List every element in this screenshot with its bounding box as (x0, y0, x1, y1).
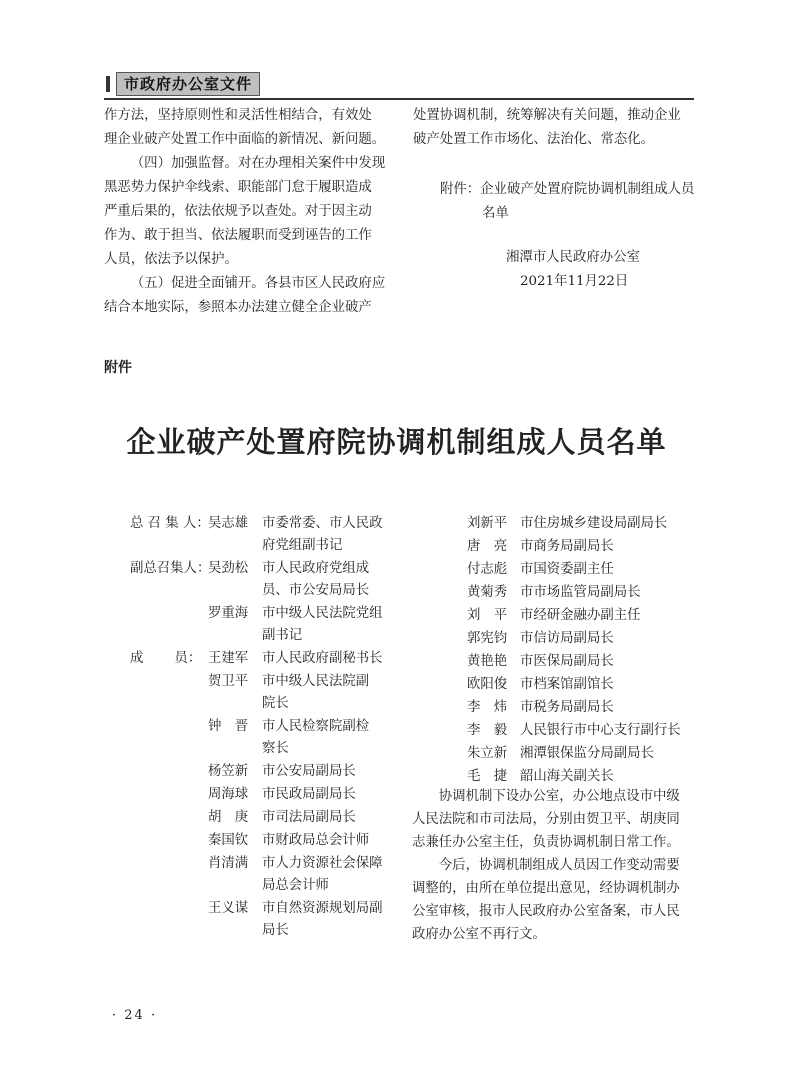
header-accent-bar (106, 76, 110, 92)
attachment-label: 附件 (104, 360, 132, 376)
member-position: 局总会计师 (262, 878, 329, 893)
section-tag: 市政府办公室文件 (116, 72, 260, 96)
member-name: 朱立新 (467, 746, 508, 761)
member-name: 杨笠新 (208, 764, 249, 779)
text-line: （四）加强监督。对在办理相关案件中发现 (130, 156, 386, 171)
member-position: 市公安局副局长 (262, 764, 356, 779)
text-line: 调整的，由所在单位提出意见，经协调机制办 (412, 881, 680, 896)
member-name: 毛 捷 (467, 769, 508, 784)
member-position: 市自然资源规划局副 (262, 901, 383, 916)
text-line: 人员，依法予以保护。 (104, 252, 238, 267)
member-position: 市住房城乡建设局副局长 (520, 516, 668, 531)
member-position: 市税务局副局长 (520, 700, 614, 715)
member-position: 韶山海关副关长 (520, 769, 614, 784)
member-name: 周海球 (208, 787, 249, 802)
roster-role: 副总召集人： (130, 561, 211, 576)
member-position: 员、市公安局局长 (262, 583, 370, 598)
member-position: 府党组副书记 (262, 538, 343, 553)
member-position: 市经研金融办副主任 (520, 608, 641, 623)
text-line: 志兼任办公室主任，负责协调机制日常工作。 (412, 835, 680, 850)
closing-text (412, 785, 702, 946)
member-position: 察长 (262, 741, 289, 756)
text-line: 理企业破产处置工作中面临的新情况、新问题。 (104, 132, 386, 147)
member-position: 市人民检察院副检 (262, 719, 370, 734)
member-name: 黄菊秀 (467, 585, 508, 600)
member-name: 秦国钦 (208, 833, 249, 848)
text-line: 今后，协调机制组成人员因工作变动需要 (438, 858, 680, 873)
roster-role: 总 召 集 人： (130, 516, 210, 531)
member-position: 市人民政府党组成 (262, 561, 370, 576)
top-right-column (413, 104, 698, 152)
member-position: 人民银行市中心支行副行长 (520, 723, 681, 738)
member-position: 市人民政府副秘书长 (262, 651, 383, 666)
member-position: 市市场监管局副局长 (520, 585, 641, 600)
member-position: 市财政局总会计师 (262, 833, 370, 848)
text-line: 处置协调机制，统筹解决有关问题，推动企业 (413, 108, 681, 123)
member-name: 郭宪钧 (467, 631, 508, 646)
member-name: 刘 平 (467, 608, 508, 623)
text-line: 严重后果的，依法依规予以查处。对于因主动 (104, 204, 372, 219)
member-name: 唐 亮 (467, 539, 508, 554)
member-position: 局长 (262, 923, 289, 938)
member-name: 刘新平 (467, 516, 508, 531)
document-title: 企业破产处置府院协调机制组成人员名单 (126, 425, 667, 459)
text-line: 结合本地实际，参照本办法建立健全企业破产 (104, 300, 372, 315)
member-position: 市中级人民法院副 (262, 674, 370, 689)
member-name: 欧阳俊 (467, 677, 508, 692)
text-line: 协调机制下设办公室，办公地点设市中级 (438, 789, 680, 804)
member-position: 副书记 (262, 628, 303, 643)
attachment-note-line: 名单 (482, 206, 509, 221)
member-name: 肖清满 (208, 856, 249, 871)
member-name: 吴劲松 (208, 561, 249, 576)
attachment-note (440, 178, 694, 226)
text-line: 作为、敢于担当、依法履职而受到诬告的工作 (104, 228, 372, 243)
member-name: 罗重海 (208, 606, 249, 621)
top-left-column (104, 104, 394, 320)
member-position: 市委常委、市人民政 (262, 516, 383, 531)
member-name: 黄艳艳 (467, 654, 508, 669)
member-name: 钟 晋 (208, 719, 249, 734)
member-position: 市医保局副局长 (520, 654, 614, 669)
member-name: 王建军 (208, 651, 249, 666)
member-position: 市商务局副局长 (520, 539, 614, 554)
member-position: 市档案馆副馆长 (520, 677, 614, 692)
member-position: 市国资委副主任 (520, 562, 614, 577)
member-position: 市司法局副局长 (262, 810, 356, 825)
member-name: 李 炜 (467, 700, 508, 715)
header-rule (104, 98, 694, 100)
member-position: 市民政局副局长 (262, 787, 356, 802)
member-position: 湘潭银保监分局副局长 (520, 746, 654, 761)
member-name: 付志彪 (467, 562, 508, 577)
member-position: 市信访局副局长 (520, 631, 614, 646)
member-name: 吴志雄 (208, 516, 249, 531)
member-name: 胡 庚 (208, 810, 249, 825)
issuer: 湘潭市人民政府办公室 (506, 250, 640, 265)
attachment-note-line: 附件：企业破产处置府院协调机制组成人员 (440, 182, 695, 197)
text-line: 人民法院和市司法局，分别由贺卫平、胡庚同 (412, 812, 680, 827)
page-number: · 24 · (112, 1008, 158, 1023)
text-line: （五）促进全面铺开。各县市区人民政府应 (130, 276, 386, 291)
text-line: 作方法，坚持原则性和灵活性相结合，有效处 (104, 108, 372, 123)
member-name: 李 毅 (467, 723, 508, 738)
text-line: 公室审核，报市人民政府办公室备案，市人民 (412, 904, 680, 919)
text-line: 破产处置工作市场化、法治化、常态化。 (413, 132, 655, 147)
text-line: 黑恶势力保护伞线索、职能部门怠于履职造成 (104, 180, 372, 195)
text-line: 政府办公室不再行文。 (412, 927, 546, 942)
member-position: 院长 (262, 696, 289, 711)
member-position: 市人力资源社会保障 (262, 856, 383, 871)
roster-role: 成 员： (130, 651, 202, 666)
issue-date: 2021年11月22日 (520, 274, 629, 289)
member-name: 王义谋 (208, 901, 249, 916)
member-name: 贺卫平 (208, 674, 249, 689)
member-position: 市中级人民法院党组 (262, 606, 383, 621)
